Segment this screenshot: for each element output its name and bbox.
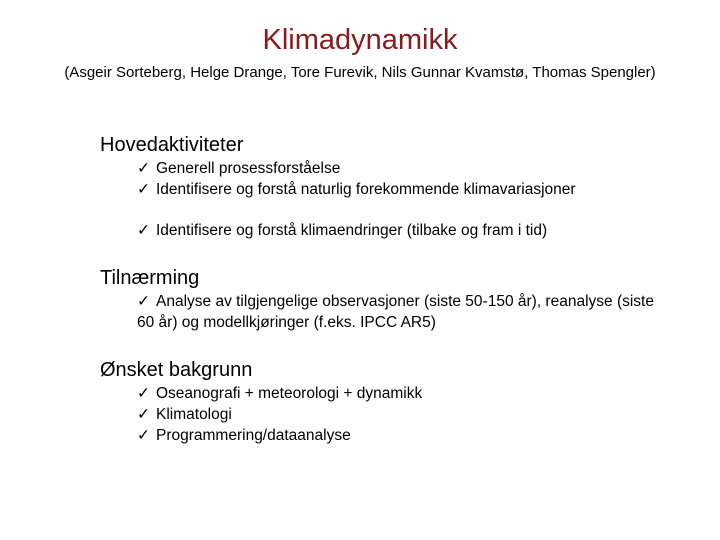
checkmark-icon: ✓ — [137, 293, 150, 310]
bullet-text: Oseanografi + meteorologi + dynamikk — [156, 385, 423, 402]
section-heading-onsket-bakgrunn: Ønsket bakgrunn — [100, 359, 253, 381]
bullet-text: Analyse av tilgjengelige observasjoner (siste 50-150 år), reanalyse (siste 60 år) og modellkjøringer (f.eks. IPCC AR5) — [137, 293, 654, 331]
bullet-item — [137, 159, 657, 180]
bullet-text: Klimatologi — [156, 406, 232, 423]
checkmark-icon: ✓ — [137, 160, 150, 177]
bullet-item — [137, 180, 657, 201]
slide-title: Klimadynamikk — [262, 24, 458, 56]
author-list: (Asgeir Sorteberg, Helge Drange, Tore Furevik, Nils Gunnar Kvamstø, Thomas Spengler) — [64, 64, 656, 81]
checkmark-icon: ✓ — [137, 385, 150, 402]
checkmark-icon: ✓ — [137, 406, 150, 423]
checkmark-icon: ✓ — [137, 222, 150, 239]
section-heading-hovedaktiviteter: Hovedaktiviteter — [100, 134, 244, 156]
bullet-text: Generell prosessforståelse — [156, 160, 341, 177]
bullet-item — [137, 384, 657, 405]
bullet-item — [137, 292, 657, 333]
bullet-text: Identifisere og forstå naturlig forekommende klimavariasjoner — [156, 181, 576, 198]
section-heading-tilnaerming: Tilnærming — [100, 267, 200, 289]
bullet-item — [137, 426, 657, 447]
bullet-item — [137, 405, 657, 426]
bullet-item — [137, 221, 657, 242]
bullet-text: Programmering/dataanalyse — [156, 427, 351, 444]
checkmark-icon: ✓ — [137, 427, 150, 444]
checkmark-icon: ✓ — [137, 181, 150, 198]
bullet-text: Identifisere og forstå klimaendringer (tilbake og fram i tid) — [156, 222, 548, 239]
